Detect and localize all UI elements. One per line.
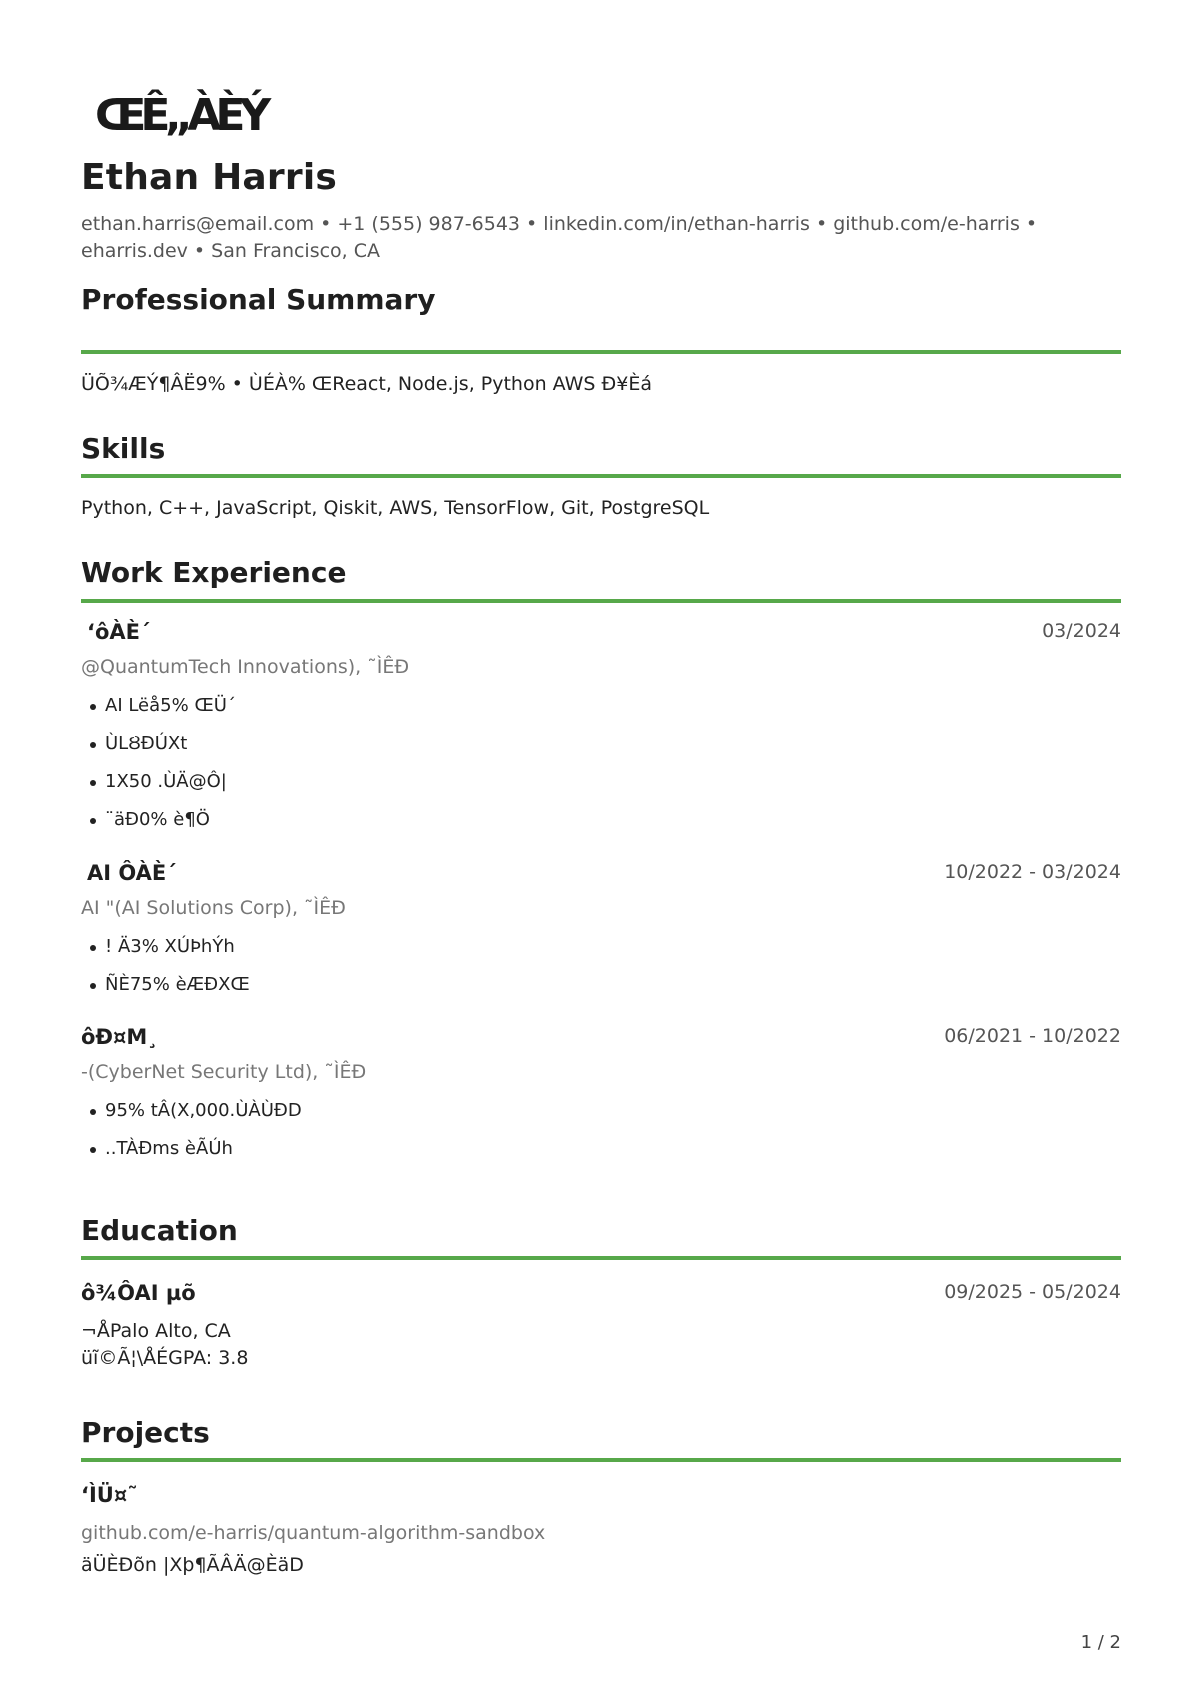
bullet-item: 95% tÂ(X,000.ÙÀÙÐD [81,1099,302,1137]
project-url[interactable]: github.com/e-harris/quantum-algorithm-sandbox [81,1522,546,1544]
work-divider [81,599,1121,603]
page-number: 1 / 2 [1080,1632,1121,1653]
bullet-item: ÙLȢÐÚXt [81,732,236,770]
education-heading: Education [81,1214,238,1247]
bullet-dot [90,1109,96,1115]
work-heading: Work Experience [81,556,347,589]
job-bullets [81,1099,302,1175]
bullet-dot [90,818,96,824]
education-detail: üĩ©Ã¦\ÅÉGPA: 3.8 [81,1347,249,1369]
education-date: 09/2025 - 05/2024 [944,1281,1121,1303]
job-title: AI ÔÀÈ´ [87,861,177,885]
project-title: ‘ÌÜ¤˜ [81,1483,138,1507]
bullet-dot [90,704,96,710]
bullet-dot [90,1147,96,1153]
job-title: ‘ôÀÈ´ [87,620,151,644]
skills-text: Python, C++, JavaScript, Qiskit, AWS, TensorFlow, Git, PostgreSQL [81,497,710,519]
bullet-dot [90,742,96,748]
education-divider [81,1256,1121,1260]
summary-divider [81,350,1121,354]
projects-heading: Projects [81,1416,210,1449]
summary-text: ÜÕ¾ÆÝ¶ÂË9% • ÙÉÀ% ŒReact, Node.js, Python AWS Ð¥Èá [81,373,652,395]
school-name: ô¾ÔAI µõ [81,1281,196,1305]
job-date: 03/2024 [1042,620,1121,642]
job-company: @QuantumTech Innovations), ˜ÌÊÐ [81,656,410,678]
skills-heading: Skills [81,432,166,465]
job-bullets [81,935,250,1011]
skills-divider [81,474,1121,478]
job-date: 06/2021 - 10/2022 [944,1025,1121,1047]
contact-info: ethan.harris@email.com • +1 (555) 987-6543 • linkedin.com/in/ethan-harris • github.com/e-harris • eharris.dev • San Francisco, CA [81,213,1038,262]
projects-divider [81,1458,1121,1462]
bullet-dot [90,983,96,989]
candidate-name: Ethan Harris [81,157,337,198]
job-date: 10/2022 - 03/2024 [944,861,1121,883]
job-company: -(CyberNet Security Ltd), ˜ÌÊÐ [81,1061,367,1083]
school-location: ¬ÅPalo Alto, CA [81,1320,231,1342]
bullet-item: ! Ä3% XÚÞhÝh [81,935,250,973]
bullet-dot [90,945,96,951]
bullet-item: ..TÀÐms èÃÚh [81,1137,302,1175]
bullet-item: ÑÈ75% èÆÐXŒ [81,973,250,1011]
bullet-item: 1X50 .ÙÄ@Ô| [81,770,236,808]
bullet-item: AI Lëå5% ŒÜ´ [81,694,236,732]
bullet-item: ¨äÐ0% è¶Ö [81,808,236,846]
job-title: ôÐ¤M¸ [81,1025,158,1049]
summary-heading: Professional Summary [81,283,436,316]
job-company: AI "(AI Solutions Corp), ˜ÌÊÐ [81,897,346,919]
bullet-dot [90,780,96,786]
project-description: äÜÈÐõn |Xþ¶ÃÂÄ@ÈäD [81,1554,304,1576]
name-logo: ŒÊ„ÀÈÝ [95,90,266,141]
job-bullets [81,694,236,846]
